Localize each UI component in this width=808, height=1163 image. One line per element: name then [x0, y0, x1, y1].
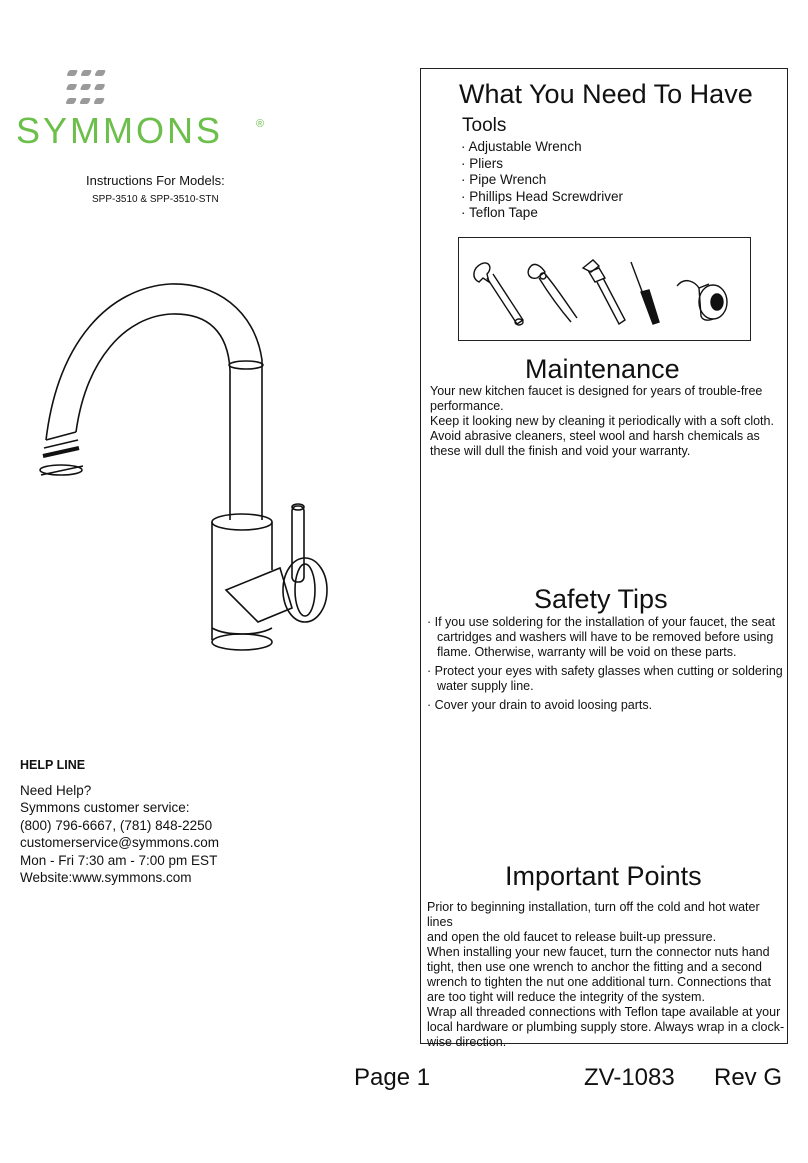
important-heading: Important Points: [505, 861, 702, 891]
text-line: Keep it looking new by cleaning it periodically with a soft cloth.: [430, 414, 774, 428]
text-line: When installing your new faucet, turn the connector nuts hand: [427, 945, 770, 959]
pipe-wrench-icon: [583, 260, 625, 324]
tools-heading: Tools: [462, 115, 507, 136]
text-line: Prior to beginning installation, turn off the cold and hot water lines: [427, 900, 760, 929]
maintenance-text: [430, 384, 782, 459]
models-list: SPP-3510 & SPP-3510-STN: [92, 194, 219, 205]
help-line-title: HELP LINE: [20, 758, 86, 772]
text-line: Avoid abrasive cleaners, steel wool and harsh chemicals as: [430, 429, 760, 443]
logo-wordmark: SYMMONS: [16, 110, 224, 151]
list-item: · Pipe Wrench: [461, 172, 623, 189]
pliers-icon: [528, 264, 577, 322]
logo-dots-icon: [16, 68, 116, 112]
important-text: [427, 900, 785, 1050]
text-line: Wrap all threaded connections with Teflon tape available at your: [427, 1005, 781, 1019]
list-item: · If you use soldering for the installation of your faucet, the seat cartridges and washers will have to be removed before using flame. Otherwise, warranty will be void on these parts.: [427, 615, 783, 660]
need-heading: What You Need To Have: [459, 79, 753, 109]
text-line: wise direction.: [427, 1035, 507, 1049]
text-line: are too tight will reduce the integrity of the system.: [427, 990, 705, 1004]
safety-heading: Safety Tips: [534, 584, 668, 614]
list-item: · Protect your eyes with safety glasses when cutting or soldering water supply line.: [427, 664, 783, 694]
list-item: · Phillips Head Screwdriver: [461, 189, 623, 206]
maintenance-heading: Maintenance: [525, 354, 680, 384]
tools-list: [461, 139, 623, 222]
doc-number: ZV-1083: [584, 1064, 675, 1091]
text-line: these will dull the finish and void your warranty.: [430, 444, 691, 458]
teflon-tape-icon: [677, 281, 727, 320]
help-phone[interactable]: (800) 796-6667, (781) 848-2250: [20, 817, 213, 833]
text-line: and open the old faucet to release built-up pressure.: [427, 930, 717, 944]
safety-list: [427, 615, 783, 717]
page-number: Page 1: [354, 1064, 431, 1091]
registered-mark: ®: [256, 118, 265, 130]
screwdriver-icon: [631, 262, 659, 324]
symmons-logo: [16, 68, 266, 151]
text-line: local hardware or plumbing supply store. Always wrap in a clock-: [427, 1020, 785, 1034]
text-line: Your new kitchen faucet is designed for years of trouble-free: [430, 384, 763, 398]
list-item: · Adjustable Wrench: [461, 139, 623, 156]
instructions-panel: [420, 68, 788, 1049]
models-title: Instructions For Models:: [86, 173, 225, 188]
help-email[interactable]: customerservice@symmons.com: [20, 835, 219, 850]
list-item: · Cover your drain to avoid loosing parts.: [427, 698, 783, 713]
revision: Rev G: [714, 1064, 783, 1091]
list-item: · Pliers: [461, 156, 623, 173]
adjustable-wrench-icon: [474, 263, 523, 325]
list-item: · Teflon Tape: [461, 205, 623, 222]
help-line-text: Need Help?: [20, 782, 92, 798]
help-website[interactable]: Website:www.symmons.com: [20, 870, 192, 885]
help-hours: Mon - Fri 7:30 am - 7:00 pm EST: [20, 852, 218, 868]
help-line-text: Symmons customer service:: [20, 800, 190, 815]
text-line: wrench to tighten the nut one additional turn. Connections that: [427, 975, 771, 989]
text-line: tight, then use one wrench to anchor the fitting and a second: [427, 960, 762, 974]
faucet-illustration: [30, 270, 340, 670]
help-line: [20, 757, 219, 887]
text-line: performance.: [430, 399, 504, 413]
tools-illustration: [458, 237, 751, 341]
